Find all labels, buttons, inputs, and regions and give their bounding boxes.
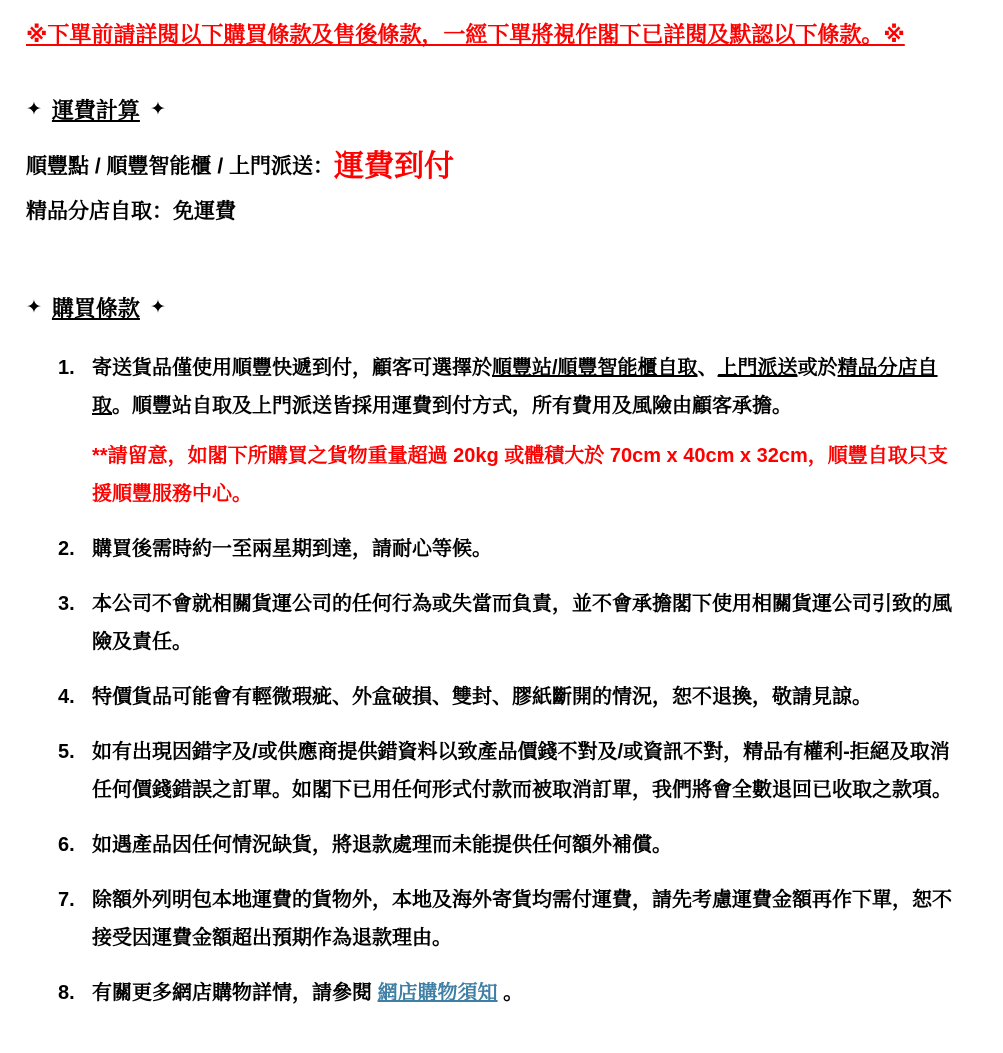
purchase-terms-heading — [26, 292, 965, 323]
shipping-section-heading — [26, 94, 965, 125]
cod-highlight: 運費到付 — [334, 149, 455, 183]
terms-item-3 — [58, 585, 965, 661]
item-number: 8. — [58, 981, 75, 1004]
star-icon: ✦ — [149, 98, 166, 120]
text-segment: 特價貨品可能會有輕微瑕疵、外盒破損、雙封、膠紙斷開的情況，恕不退換，敬請見諒。 — [92, 685, 872, 708]
terms-item-2 — [58, 530, 965, 568]
item-text — [92, 349, 965, 513]
item-text — [92, 826, 965, 864]
item-text — [92, 678, 965, 716]
paragraph — [92, 733, 965, 809]
terms-item-1 — [58, 349, 965, 513]
purchase-terms-heading-text: 購買條款 — [51, 295, 140, 321]
paragraph — [92, 678, 965, 716]
text-segment: 寄送貨品僅使用順豐快遞到付，顧客可選擇於 — [92, 356, 492, 379]
paragraph — [92, 826, 965, 864]
terms-item-5 — [58, 733, 965, 809]
text-segment: 除額外列明包本地運費的貨物外，本地及海外寄貨均需付運費，請先考慮運費金額再作下單，恕不接受因運費金額超出預期作為退款理由。 — [92, 888, 952, 949]
shop-guide-link[interactable]: 網店購物須知 — [377, 981, 498, 1004]
item-text — [92, 733, 965, 809]
terms-list — [26, 349, 965, 1012]
text-segment: 有關更多網店購物詳情，請參閱 — [92, 981, 378, 1004]
text-segment: 。 — [497, 981, 524, 1004]
text-segment: 或於 — [797, 356, 838, 379]
item-text — [92, 974, 965, 1012]
terms-item-8 — [58, 974, 965, 1012]
item-text — [92, 881, 965, 957]
warning-note — [92, 437, 965, 513]
pre-order-notice: ※下單前請詳閱以下購買條款及售後條款，一經下單將視作閣下已詳閱及默認以下條款。※ — [26, 22, 905, 47]
terms-item-7 — [58, 881, 965, 957]
item-number: 5. — [58, 740, 75, 763]
item-number: 7. — [58, 888, 75, 911]
star-icon: ✦ — [26, 296, 42, 318]
paragraph — [92, 349, 965, 425]
star-icon: ✦ — [149, 296, 166, 318]
text-segment: 購買後需時約一至兩星期到達，請耐心等候。 — [92, 537, 492, 560]
text-segment: 精品分店自取 — [92, 356, 938, 417]
terms-item-4 — [58, 678, 965, 716]
text-segment: 。順豐站自取及上門派送皆採用運費到付方式，所有費用及風險由顧客承擔。 — [112, 394, 792, 417]
item-number: 3. — [58, 592, 75, 615]
paragraph — [92, 530, 965, 568]
text-segment: 、 — [697, 356, 718, 379]
item-number: 6. — [58, 833, 75, 856]
shipping-methods-line — [26, 151, 965, 183]
text-segment: 如遇產品因任何情況缺貨，將退款處理而未能提供任何額外補償。 — [92, 833, 672, 856]
item-number: 4. — [58, 685, 75, 708]
text-segment: 上門派送 — [717, 356, 798, 379]
text-segment: 本公司不會就相關貨運公司的任何行為或失當而負責，並不會承擔閣下使用相關貨運公司引致的風險及責任。 — [92, 592, 952, 653]
item-text — [92, 530, 965, 568]
text-segment: 順豐點 / 順豐智能櫃 / 上門派送： — [26, 154, 335, 178]
text-segment: **請留意，如閣下所購買之貨物重量超過 20kg 或體積大於 70cm x 40cm x 32cm，順豐自取只支援順豐服務中心。 — [92, 444, 948, 505]
store-pickup-line: 精品分店自取：免運費 — [26, 200, 236, 224]
text-segment: 如有出現因錯字及/或供應商提供錯資料以致產品價錢不對及/或資訊不對，精品有權利-拒絕及取消任何價錢錯誤之訂單。如閣下已用任何形式付款而被取消訂單，我們將會全數退回已收取之款項。 — [92, 740, 952, 801]
shipping-heading-text: 運費計算 — [51, 97, 140, 123]
paragraph — [92, 881, 965, 957]
item-number: 1. — [58, 356, 75, 379]
paragraph — [92, 974, 965, 1012]
item-text — [92, 585, 965, 661]
paragraph — [92, 585, 965, 661]
text-segment: 順豐站/順豐智能櫃自取 — [492, 356, 698, 379]
item-number: 2. — [58, 537, 75, 560]
star-icon: ✦ — [26, 98, 42, 120]
terms-item-6 — [58, 826, 965, 864]
